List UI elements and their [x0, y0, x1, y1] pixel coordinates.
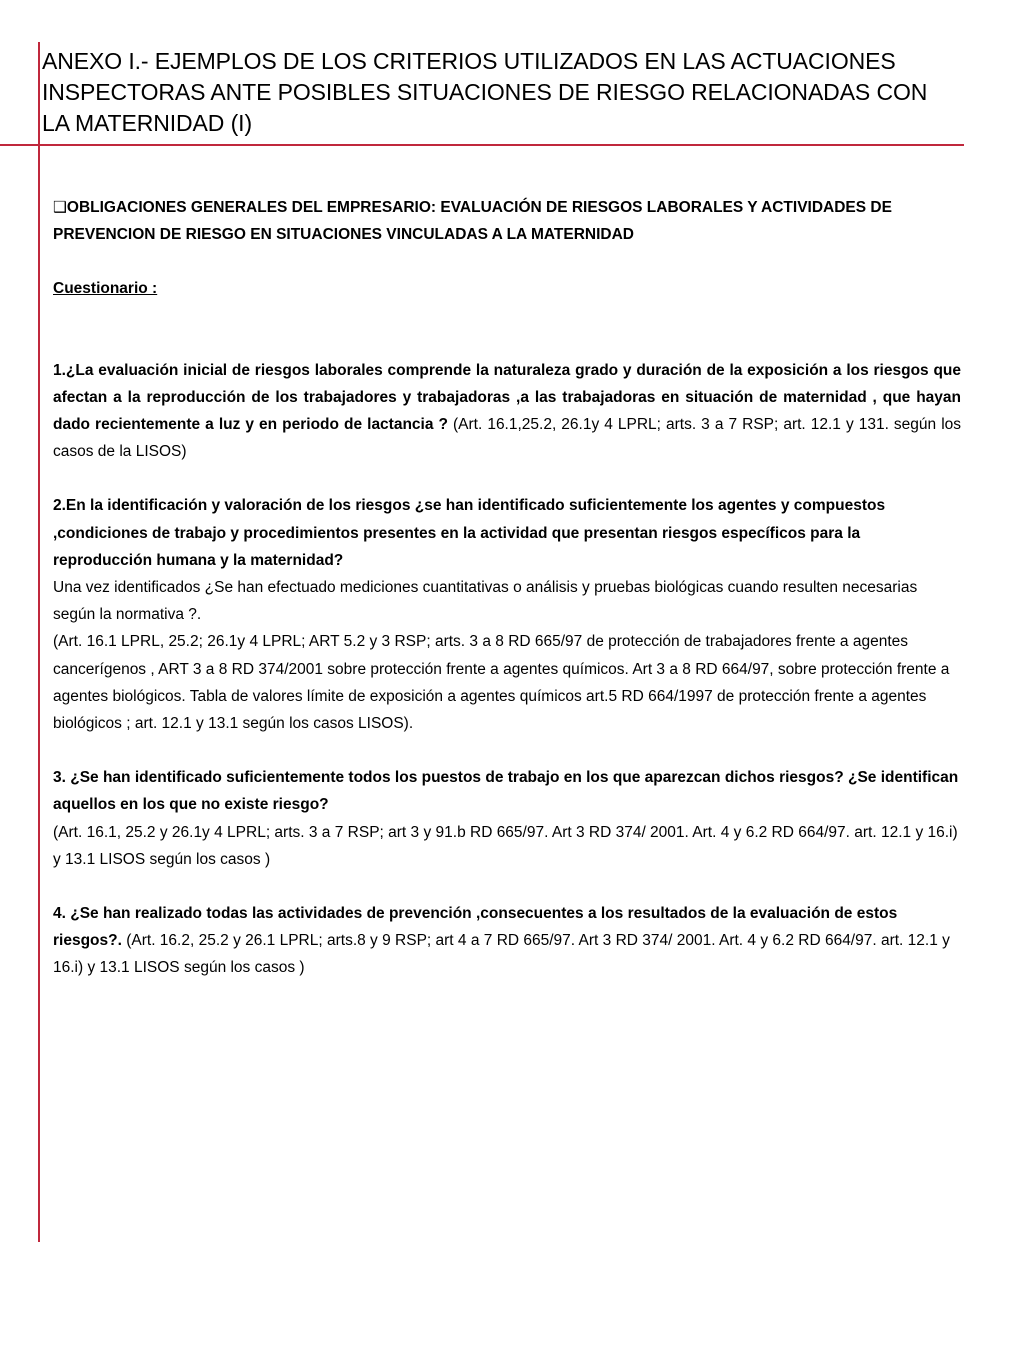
question-4-reference: (Art. 16.2, 25.2 y 26.1 LPRL; arts.8 y 9 RSP; art 4 a 7 RD 665/97. Art 3 RD 374/ 2001. Art. 4 y 6.2 RD 664/97. art. 12.1 y 16.i) y 13.1 LISOS según los casos ) — [53, 932, 950, 977]
question-2-followup: Una vez identificados ¿Se han efectuado mediciones cuantitativas o análisis y pruebas biológicas cuando resulten necesarias según la normativa ?. — [53, 579, 918, 624]
checkbox-bullet-icon: ❑ — [53, 199, 67, 216]
section-heading — [53, 194, 961, 248]
section-heading-text: OBLIGACIONES GENERALES DEL EMPRESARIO: EVALUACIÓN DE RIESGOS LABORALES Y ACTIVIDADES DE PREVENCION DE RIESGO EN SITUACIONES VINCULADAS A LA MATERNIDAD — [53, 199, 892, 244]
page-title: ANEXO I.- EJEMPLOS DE LOS CRITERIOS UTILIZADOS EN LAS ACTUACIONES INSPECTORAS ANTE POSIBLES SITUACIONES DE RIESGO RELACIONADAS CON LA MATERNIDAD (I) — [42, 48, 928, 136]
question-1 — [53, 357, 961, 466]
horizontal-title-rule — [0, 144, 964, 146]
question-2-text: 2.En la identificación y valoración de los riesgos ¿se han identificado suficientemente los agentes y compuestos ,condiciones de trabajo y procedimientos presentes en la actividad que presentan riesgos específicos para la reproducción humana y la maternidad? — [53, 497, 886, 569]
question-1-text: 1.¿La evaluación inicial de riesgos laborales comprende la naturaleza grado y duración de la exposición a los riesgos que afectan a la reproducción de los trabajadores y trabajadoras ,a las trabajadoras en situación de maternidad , que hayan dado recientemente a luz y en periodo de lactancia ? — [53, 361, 961, 434]
question-2 — [53, 492, 961, 737]
question-3 — [53, 764, 961, 873]
question-1-reference: (Art. 16.1,25.2, 26.1y 4 LPRL; arts. 3 a 7 RSP; art. 12.1 y 131. según los casos de la LISOS) — [53, 416, 962, 461]
question-3-reference: (Art. 16.1, 25.2 y 26.1y 4 LPRL; arts. 3 a 7 RSP; art 3 y 91.b RD 665/97. Art 3 RD 374/ 2001. Art. 4 y 6.2 RD 664/97. art. 12.1 y 16.i) y 13.1 LISOS según los casos ) — [53, 823, 958, 868]
document-body — [53, 194, 961, 982]
vertical-margin-rule — [38, 42, 40, 1242]
cuestionario-label: Cuestionario : — [53, 280, 158, 298]
question-3-text: 3. ¿Se han identificado suficientemente todos los puestos de trabajo en los que aparezcan dichos riesgos? ¿Se identifican aquellos en los que no existe riesgo? — [53, 769, 959, 814]
question-4 — [53, 900, 961, 982]
question-2-reference: (Art. 16.1 LPRL, 25.2; 26.1y 4 LPRL; ART 5.2 y 3 RSP; arts. 3 a 8 RD 665/97 de protección de trabajadores frente a agentes cancerígenos , ART 3 a 8 RD 374/2001 sobre protección frente a agentes químicos. Art 3 a 8 RD 664/97, sobre protección frente a agentes biológicos. Tabla de valores límite de exposición a agentes químicos art.5 RD 664/1997 de protección frente a agentes biológicos ; art. 12.1 y 13.1 según los casos LISOS). — [53, 633, 950, 733]
question-4-text: 4. ¿Se han realizado todas las actividades de prevención ,consecuentes a los resultados de la evaluación de estos riesgos?. — [53, 905, 898, 950]
